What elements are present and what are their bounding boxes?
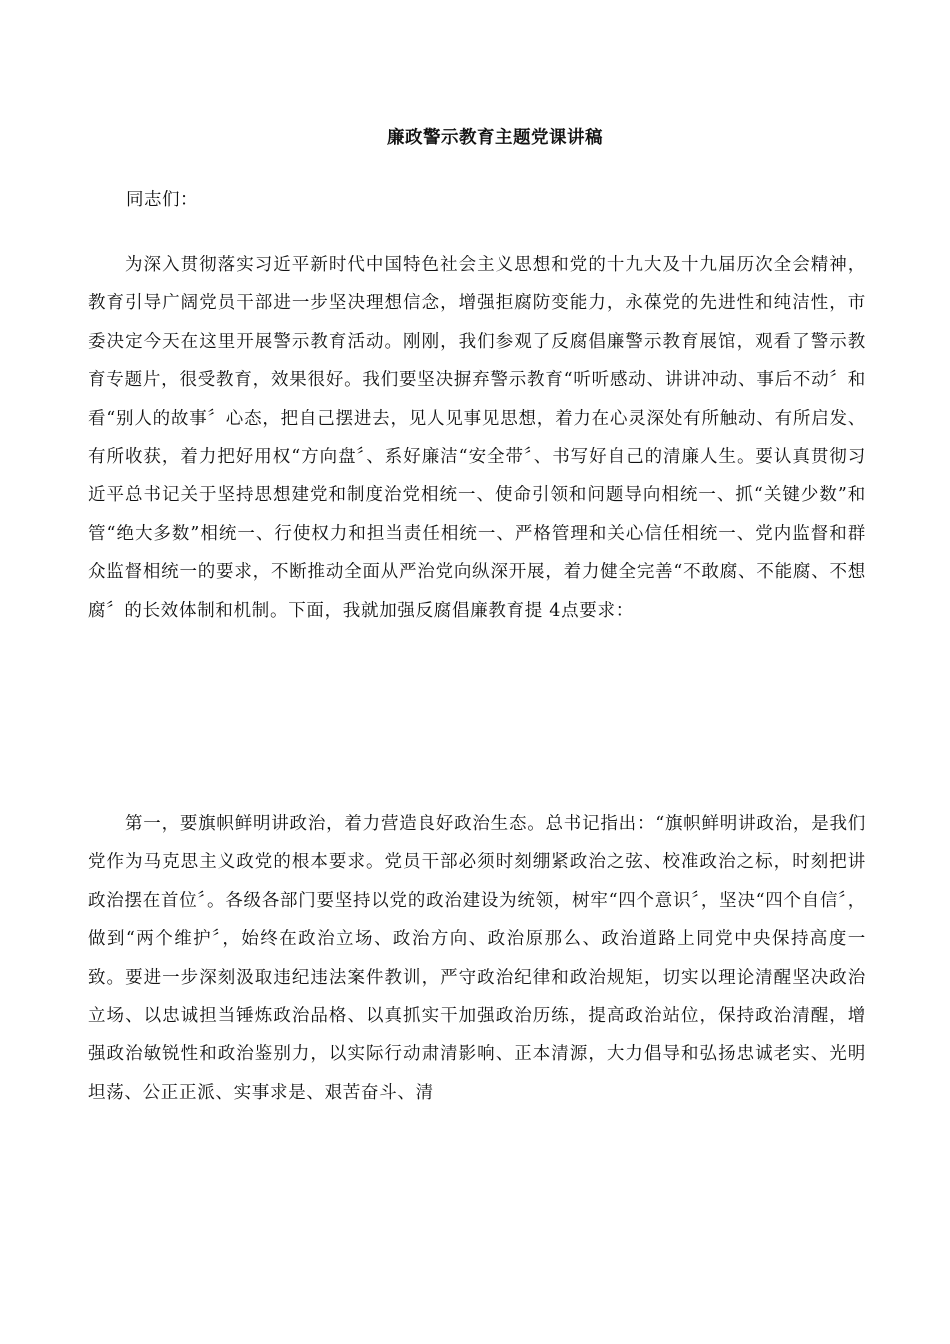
paragraph-first-point: 第一，要旗帜鲜明讲政治，着力营造良好政治生态。总书记指出：“旗帜鲜明讲政治，是我们党作为马克思主义政党的根本要求。党员干部必须时刻绷紧政治之弦、校准政治之标，时刻把讲政治摆在首位〞。各级各部门要坚持以党的政治建设为统领，树牢“四个意识〞，坚决“四个自信〞，做到“两个维护〞，始终在政治立场、政治方向、政治原那么、政治道路上同党中央保持高度一致。要进一步深刻汲取违纪违法案件教训，严守政治纪律和政治规矩，切实以理论清醒坚决政治立场、以忠诚担当锤炼政治品格、以真抓实干加强政治历练，提高政治站位，保持政治清醒，增强政治敏锐性和政治鉴别力，以实际行动肃清影响、正本清源，大力倡导和弘扬忠诚老实、光明坦荡、公正正派、实事求是、艰苦奋斗、清: [88, 814, 866, 1103]
greeting: 同志们：: [126, 190, 198, 210]
paragraph-intro: 为深入贯彻落实习近平新时代中国特色社会主义思想和党的十九大及十九届历次全会精神，教育引导广阔党员干部进一步坚决理想信念，增强拒腐防变能力，永葆党的先进性和纯洁性，市委决定今天在这里开展警示教育活动。刚刚，我们参观了反腐倡廉警示教育展馆，观看了警示教育专题片，很受教育，效果很好。我们要坚决摒弃警示教育“听听感动、讲讲冲动、事后不动〞和看“别人的故事〞心态，把自己摆进去，见人见事见思想，着力在心灵深处有所触动、有所启发、有所收获，着力把好用权“方向盘〞、系好廉洁“安全带〞、书写好自己的清廉人生。要认真贯彻习近平总书记关于坚持思想建党和制度治党相统一、使命引领和问题导向相统一、抓“关键少数”和管“绝大多数”相统一、行使权力和担当责任相统一、严格管理和关心信任相统一、党内监督和群众监督相统一的要求，不断推动全面从严治党向纵深开展，着力健全完善“不敢腐、不能腐、不想腐〞的长效体制和机制。下面，我就加强反腐倡廉教育提 4点要求：: [88, 255, 866, 621]
document-title: 廉政警示教育主题党课讲稿: [387, 128, 603, 148]
